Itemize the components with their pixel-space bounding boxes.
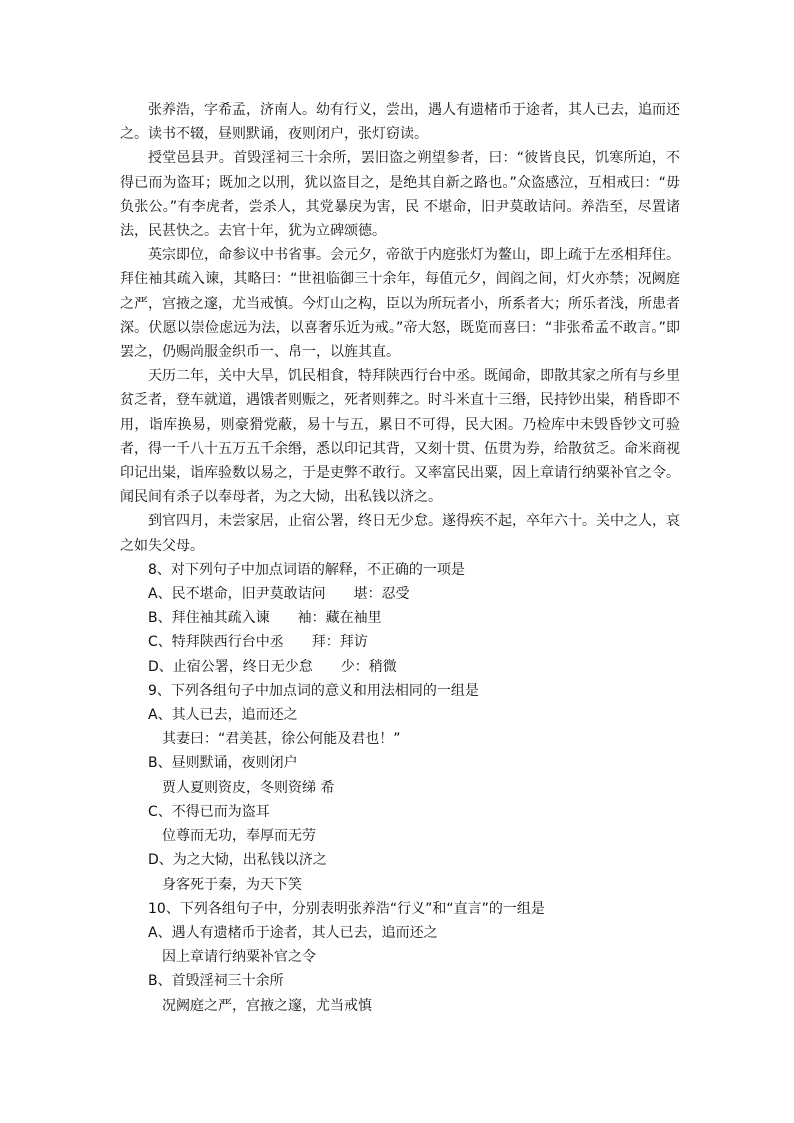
question-9-option-c: C、不得已而为盗耳: [148, 803, 270, 820]
question-9-option-a: A、其人已去，追而还之: [148, 707, 298, 724]
question-9-option-b: B、昼则默诵，夜则闭户: [148, 755, 298, 772]
passage-paragraph-2: 授堂邑县尹。首毁淫祠三十余所，罢旧盗之朔望参者，曰：“彼皆良民，饥寒所迫，不得已而为盗耳；既加之以刑，犹以盗目之，是绝其自新之路也。”众盗感泣，互相戒曰：“毋负张公。”有李虎者，尝杀人，其党暴戾为害，民 不堪命，旧尹莫敢诘问。养浩至，尽置诸法，民甚快之。去官十年，犹为立碑颂德。: [120, 150, 680, 240]
question-9-option-d: D、为之大恸，出私钱以济之: [148, 852, 327, 869]
question-9-option-c-pair: 位尊而无功，奉厚而无劳: [162, 828, 316, 845]
passage-paragraph-1: 张养浩，字希孟，济南人。幼有行义，尝出，遇人有遗楮币于途者，其人已去，追而还之。读书不辍，昼则默诵，夜则闭户，张灯窃读。: [120, 102, 680, 143]
question-8-option-d: D、止宿公署，终日无少怠 少：稍微: [148, 658, 397, 675]
question-10-option-a: A、遇人有遗楮币于途者，其人已去，追而还之: [148, 924, 438, 941]
question-8-option-a: A、民不堪命，旧尹莫敢诘问 堪：忍受: [148, 586, 410, 603]
question-9-option-b-pair: 贾人夏则资皮，冬则资绨 希: [162, 779, 335, 796]
question-9-option-a-pair: 其妻曰：“君美甚，徐公何能及君也！”: [162, 731, 401, 748]
question-10-stem: 10、下列各组句子中，分别表明张养浩“行义”和“直言”的一组是: [148, 900, 545, 917]
document-body: [120, 98, 680, 1018]
question-8-option-c: C、特拜陕西行台中丞 拜：拜访: [148, 634, 368, 651]
question-10-option-b-pair: 况阙庭之严，宫掖之邃，尤当戒慎: [162, 997, 372, 1014]
question-8-stem: 8、对下列句子中加点词语的解释，不正确的一项是: [148, 561, 465, 578]
question-9-option-d-pair: 身客死于秦，为天下笑: [162, 876, 302, 893]
passage-paragraph-4: 天历二年，关中大旱，饥民相食，特拜陕西行台中丞。既闻命，即散其家之所有与乡里贫乏者，登车就道，遇饿者则赈之，死者则葬之。时斗米直十三缗，民持钞出粜，稍昏即不用，诣库换易，则豪猾党蔽，易十与五，累日不可得，民大困。乃检库中未毁昏钞文可验者，得一千八十五万五千余缗，悉以印记其背，又刻十贯、伍贯为券，给散贫乏。命米商视印记出粜，诣库验数以易之，于是吏弊不敢行。又率富民出粟，因上章请行纳粟补官之令。闻民间有杀子以奉母者，为之大恸，出私钱以济之。: [120, 368, 680, 506]
question-9-stem: 9、下列各组句子中加点词的意义和用法相同的一组是: [148, 682, 479, 699]
question-10-option-a-pair: 因上章请行纳粟补官之令: [162, 949, 316, 966]
passage-paragraph-3: 英宗即位，命参议中书省事。会元夕，帝欲于内庭张灯为鳌山，即上疏于左丞相拜住。拜住袖其疏入谏，其略曰：“世祖临御三十余年，每值元夕，闾阎之间，灯火亦禁；况阙庭之严，宫掖之邃，尤当戒慎。今灯山之构，臣以为所玩者小，所系者大；所乐者浅，所患者深。伏愿以崇俭虑远为法，以喜奢乐近为戒。”帝大怒，既览而喜曰：“非张希孟不敢言。”即罢之，仍赐尚服金织币一、帛一，以旌其直。: [120, 247, 680, 361]
passage-paragraph-5: 到官四月，未尝家居，止宿公署，终日无少怠。遂得疾不起，卒年六十。关中之人，哀之如失父母。: [120, 513, 680, 554]
question-10-option-b: B、首毁淫祠三十余所: [148, 973, 284, 990]
question-8-option-b: B、拜住袖其疏入谏 袖：藏在袖里: [148, 610, 382, 627]
